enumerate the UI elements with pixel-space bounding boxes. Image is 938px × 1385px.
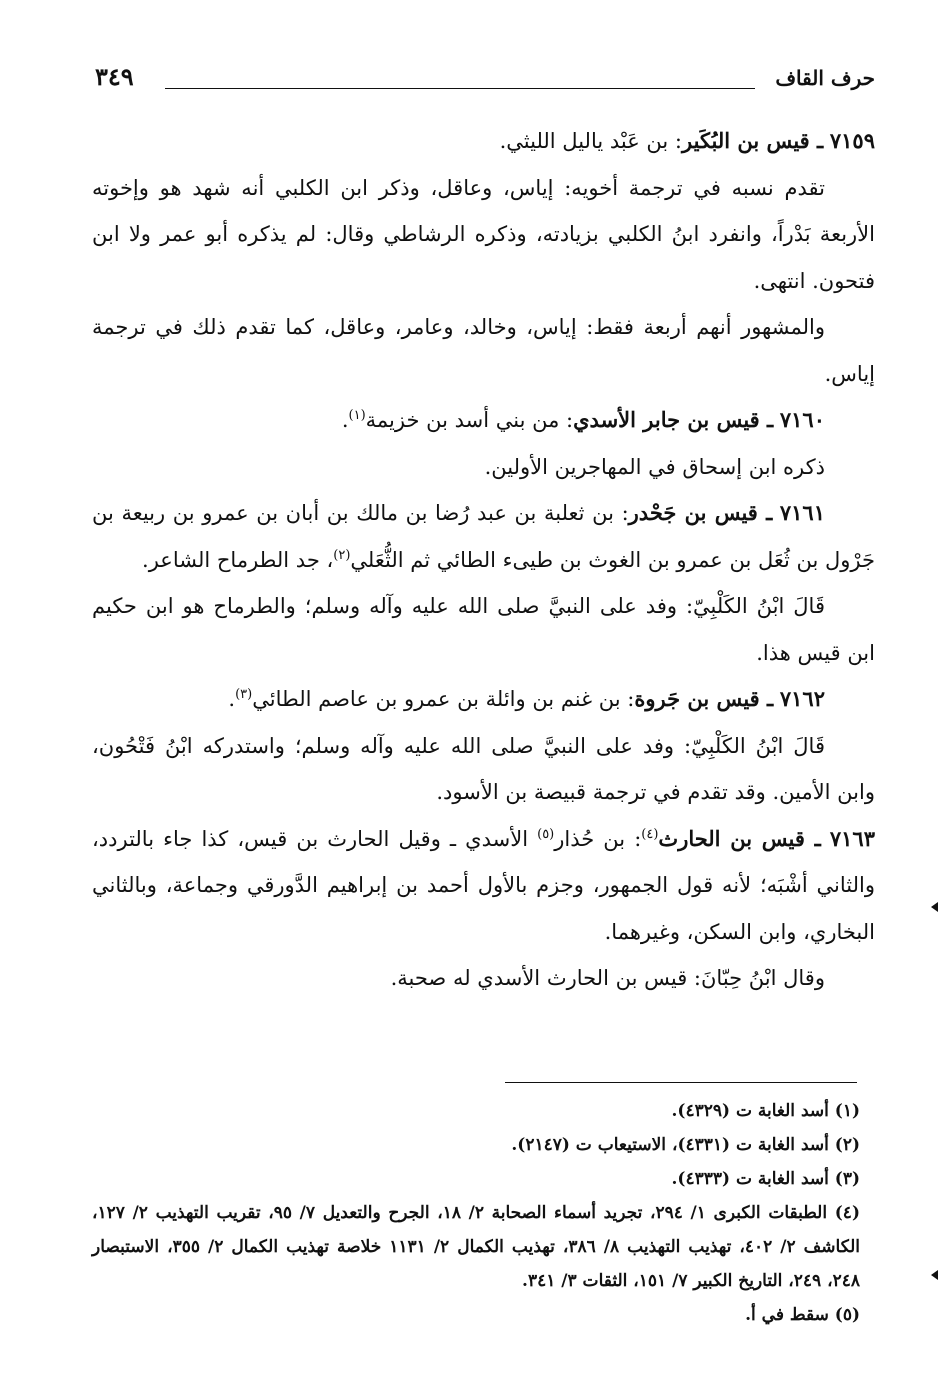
entry-7161 — [92, 490, 875, 583]
footnote: (١) أسد الغابة ت (٤٣٢٩). — [671, 1101, 860, 1121]
paragraph: تقدم نسبه في ترجمة أخويه: إياس، وعاقل، وذكر ابن الكلبي أنه شهد هو وإخوته الأربعة بَدْراً، وانفرد ابنُ الكلبي بزيادته، وذكره الرشاطي وقال: لم يذكره أبو عمر ولا ابن فتحون. انتهى. — [92, 175, 875, 293]
paragraph: ذكره ابن إسحاق في المهاجرين الأولين. — [484, 454, 825, 479]
entry-dash: ـ — [804, 825, 821, 851]
footnote-rule — [505, 1082, 857, 1083]
entry-text: : بن حُذار — [554, 826, 642, 851]
entry-number: ٧١٥٩ — [829, 128, 875, 153]
footnotes — [92, 1094, 860, 1332]
paragraph: قَالَ ابْنُ الكَلْبِيّ: وفد على النبيَّ صلى الله عليه وآله وسلم؛ والطرماح هو ابن حكيم ابن قيس هذا. — [92, 594, 875, 665]
margin-mark — [931, 902, 938, 912]
footnote: (٢) أسد الغابة ت (٤٣٣١)، الاستيعاب ت (٢١٤٧). — [511, 1135, 860, 1155]
footnote: (٣) أسد الغابة ت (٤٣٣٣). — [671, 1169, 860, 1189]
paragraph: والمشهور أنهم أربعة فقط: إياس، وخالد، وعامر، وعاقل، كما تقدم ذلك في ترجمة إياس. — [92, 315, 875, 386]
entry-name: قيس بن جَحْدر — [628, 500, 758, 525]
entry-number: ٧١٦١ — [779, 500, 825, 525]
entry-number: ٧١٦٢ — [779, 686, 825, 711]
entry-7163 — [92, 816, 875, 956]
entry-number: ٧١٦٠ — [779, 407, 825, 432]
footnote-ref: (١) — [348, 408, 366, 423]
entry-text: : بن عَبْد ياليل الليثي. — [499, 129, 683, 153]
entry-tail: ، جد الطرماح الشاعر. — [142, 547, 334, 572]
entry-name: قيس بن البُكَير — [682, 128, 810, 153]
entry-dash: ـ — [759, 407, 774, 432]
entry-7159 — [92, 118, 875, 165]
entry-text: : بن غنم بن وائلة بن عمرو بن عاصم الطائي — [252, 687, 635, 711]
main-text — [92, 118, 875, 1002]
paragraph: قَالَ ابْنُ الكَلْبِيّ: وفد على النبيَّ صلى الله عليه وآله وسلم؛ واستدركه ابْنُ فَتْحُون، وابن الأمين. وقد تقدم في ترجمة قبيصة بن الأسود. — [92, 733, 875, 804]
header-rule — [165, 88, 755, 89]
entry-text: : من بني أسد بن خزيمة — [365, 408, 574, 432]
entry-tail: . — [341, 408, 349, 432]
page-header — [95, 62, 875, 102]
entry-name: قيس بن جَروة — [634, 686, 760, 711]
entry-7162 — [92, 676, 875, 723]
entry-number: ٧١٦٣ — [829, 825, 875, 851]
entry-dash: ـ — [759, 686, 774, 711]
paragraph: وقال ابْنُ حِبّانَ: قيس بن الحارث الأسدي له صحبة. — [390, 966, 825, 990]
entry-tail: . — [228, 687, 236, 711]
entry-name: قيس بن الحارث — [658, 825, 805, 851]
margin-mark — [931, 1270, 938, 1280]
footnote-ref: (٢) — [333, 547, 351, 563]
footnote-ref: (٣) — [235, 687, 253, 702]
entry-dash: ـ — [809, 128, 824, 153]
footnote: (٥) سقط في أ. — [745, 1305, 860, 1325]
footnote-ref: (٤) — [641, 826, 659, 842]
page-number: ٣٤٩ — [95, 62, 134, 91]
entry-tail: الأسدي ـ وقيل الحارث بن قيس، كذا جاء بالتردد، والثاني أشْبَه؛ لأنه قول الجمهور، وجزم بالأول أحمد بن إبراهيم الدَّورقي وجماعة، وبالثاني البخاري، وابن السكن، وغيرهما. — [92, 826, 875, 944]
running-title: حرف القاف — [775, 66, 875, 90]
entry-7160 — [92, 397, 875, 444]
footnote-ref: (٥) — [537, 826, 555, 842]
entry-text: : بن ثعلبة بن عبد رُضا بن مالك بن أبان بن عمرو بن ربيعة بن جَرْول بن ثُعَل بن عمرو بن الغوث بن طيىء الطائي ثم الثُّعَلي — [92, 501, 875, 572]
entry-name: قيس بن جابر الأسدي — [573, 407, 760, 432]
entry-dash: ـ — [757, 500, 773, 525]
footnote: (٤) الطبقات الكبرى ١/ ٢٩٤، تجريد أسماء الصحابة ٢/ ١٨، الجرح والتعديل ٧/ ٩٥، تقريب التهذيب ٢/ ١٢٧، الكاشف ٢/ ٤٠٢، تهذيب التهذيب ٨/ ٣٨٦، تهذيب الكمال ٢/ ١١٣١ خلاصة تهذيب الكمال ٢/ ٣٥٥، الاستبصار ٢٤٨، ٢٤٩، التاريخ الكبير ٧/ ١٥١، الثقات ٣/ ٣٤١. — [92, 1203, 860, 1291]
